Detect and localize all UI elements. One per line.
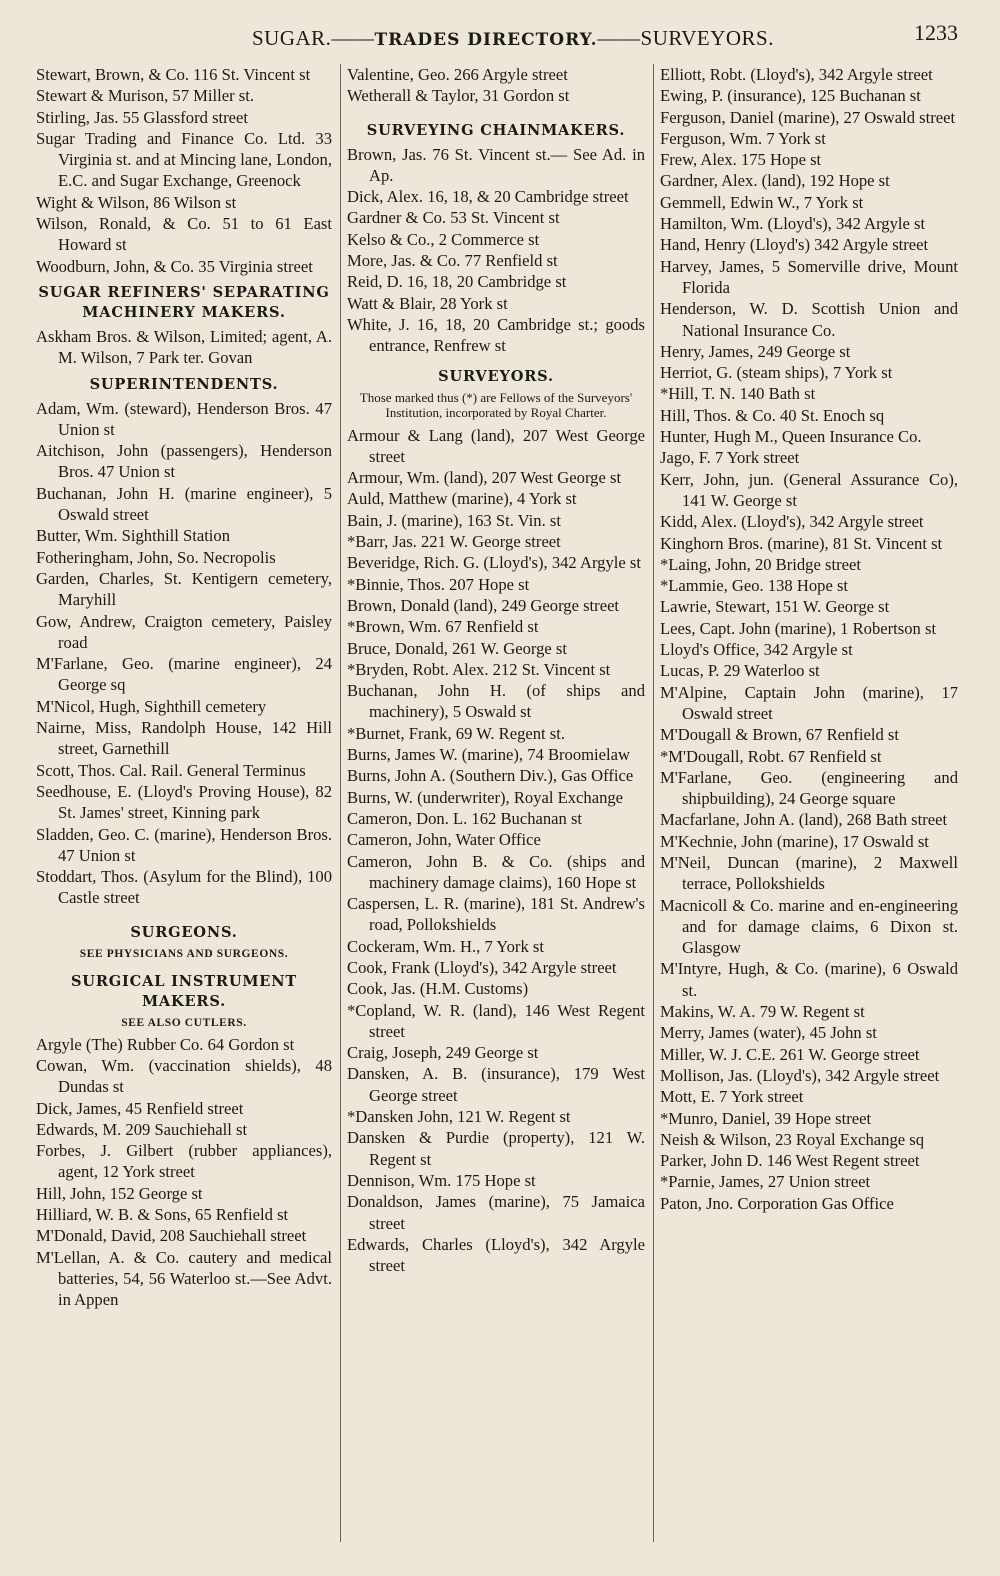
directory-entry: Butter, Wm. Sighthill Station [36, 526, 231, 546]
directory-entry: Macnicoll & Co. marine and en-engineering and for damage claims, 6 Dixon st. Glasgow [660, 895, 958, 958]
directory-entry: *Dansken John, 121 W. Regent st [347, 1107, 571, 1127]
directory-entry: Hamilton, Wm. (Lloyd's), 342 Argyle st [660, 214, 926, 234]
directory-entry: Lucas, P. 29 Waterloo st [660, 661, 820, 681]
directory-entry: Dick, Alex. 16, 18, & 20 Cambridge street [347, 187, 629, 207]
directory-entry: *Munro, Daniel, 39 Hope street [660, 1108, 872, 1128]
directory-entry: M'Neil, Duncan (marine), 2 Maxwell terrace, Pollokshields [660, 852, 958, 894]
directory-entry: M'Farlane, Geo. (marine engineer), 24 George sq [36, 654, 332, 695]
directory-entry: M'Intyre, Hugh, & Co. (marine), 6 Oswald st. [660, 959, 958, 1000]
directory-entry: M'Nicol, Hugh, Sighthill cemetery [36, 696, 267, 716]
directory-entry: *Parnie, James, 27 Union street [660, 1172, 871, 1192]
page-header [0, 20, 1000, 54]
directory-entry: Forbes, J. Gilbert (rubber appliances), agent, 12 York street [36, 1141, 332, 1182]
column-1 [36, 64, 332, 1311]
directory-entry: Bain, J. (marine), 163 St. Vin. st [347, 510, 561, 530]
directory-entry: Wilson, Ronald, & Co. 51 to 61 East Howard st [36, 214, 332, 255]
directory-entry: Henry, James, 249 George st [660, 341, 851, 361]
directory-entry: Burns, James W. (marine), 74 Broomielaw [347, 745, 630, 765]
directory-entry: M'Dougall & Brown, 67 Renfield st [660, 725, 899, 745]
refiners-entries [36, 326, 332, 369]
directory-entry: Kidd, Alex. (Lloyd's), 342 Argyle street [660, 512, 924, 532]
directory-entry: Brown, Donald (land), 249 George street [347, 595, 620, 615]
directory-entry: Burns, W. (underwriter), Royal Exchange [347, 787, 624, 807]
directory-entry: Gardner, Alex. (land), 192 Hope st [660, 171, 890, 191]
directory-entry: M'Farlane, Geo. (engineering and shipbuilding), 24 George square [660, 767, 958, 809]
directory-entry: M'Lellan, A. & Co. cautery and medical batteries, 54, 56 Waterloo st.—See Advt. in Appen [36, 1247, 332, 1310]
directory-entry: Nairne, Miss, Randolph House, 142 Hill street, Garnethill [36, 718, 332, 759]
directory-entry: Frew, Alex. 175 Hope st [660, 150, 822, 170]
section-heading-chainmakers: SURVEYING CHAINMAKERS. [366, 121, 626, 139]
surveyors-entries [347, 425, 645, 1277]
directory-entry: More, Jas. & Co. 77 Renfield st [347, 251, 558, 271]
column-divider [653, 64, 654, 1542]
header-center: TRADES DIRECTORY. [374, 30, 598, 50]
directory-entry: Fotheringham, John, So. Necropolis [36, 547, 276, 567]
sugar-entries [36, 64, 332, 277]
surveyors-note: Those marked thus (*) are Fellows of the Surveyors' Institution, incorporated by Royal Charter. [359, 389, 633, 420]
directory-entry: Aitchison, John (passengers), Henderson Bros. 47 Union st [36, 441, 332, 482]
column-2 [347, 64, 645, 1276]
directory-entry: Cook, Frank (Lloyd's), 342 Argyle street [347, 957, 617, 977]
directory-entry: Edwards, M. 209 Sauchiehall st [36, 1119, 248, 1139]
directory-entry: Stoddart, Thos. (Asylum for the Blind), 100 Castle street [36, 867, 332, 908]
directory-entry: Miller, W. J. C.E. 261 W. George street [660, 1044, 920, 1064]
section-heading-surgical-instruments: SURGICAL INSTRUMENT MAKERS. [70, 972, 298, 1010]
directory-entry: *Laing, John, 20 Bridge street [660, 554, 861, 574]
directory-entry: Lees, Capt. John (marine), 1 Robertson st [660, 618, 937, 638]
directory-entry: Henderson, W. D. Scottish Union and National Insurance Co. [660, 299, 958, 340]
chainmakers-entries [347, 144, 645, 357]
directory-entry: Caspersen, L. R. (marine), 181 St. Andrew's road, Pollokshields [347, 894, 645, 935]
directory-entry: Mott, E. 7 York street [660, 1087, 804, 1107]
directory-entry: Harvey, James, 5 Somerville drive, Mount Florida [660, 256, 958, 297]
column-3 [660, 64, 958, 1214]
directory-entry: Auld, Matthew (marine), 4 York st [347, 489, 577, 509]
directory-entry: Sugar Trading and Finance Co. Ltd. 33 Virginia st. and at Mincing lane, London, E.C. and Sugar Exchange, Greenock [36, 128, 332, 191]
directory-entry: Cockeram, Wm. H., 7 York st [347, 936, 544, 956]
directory-entry: *Brown, Wm. 67 Renfield st [347, 617, 539, 637]
directory-entry: Cameron, John B. & Co. (ships and machinery damage claims), 160 Hope st [347, 851, 645, 892]
directory-entry: Hill, Thos. & Co. 40 St. Enoch sq [660, 405, 885, 425]
directory-entry: Dick, James, 45 Renfield street [36, 1098, 244, 1118]
directory-entry: Parker, John D. 146 West Regent street [660, 1151, 920, 1171]
directory-entry: Jago, F. 7 York street [660, 448, 800, 468]
directory-entry: Askham Bros. & Wilson, Limited; agent, A. M. Wilson, 7 Park ter. Govan [36, 326, 332, 368]
continued-entries [347, 64, 645, 107]
directory-entry: Reid, D. 16, 18, 20 Cambridge st [347, 272, 567, 292]
directory-entry: *Hill, T. N. 140 Bath st [660, 384, 816, 404]
directory-entry: Makins, W. A. 79 W. Regent st [660, 1002, 865, 1022]
directory-entry: Ferguson, Daniel (marine), 27 Oswald street [660, 107, 956, 127]
directory-entry: Wight & Wilson, 86 Wilson st [36, 192, 237, 212]
column-divider [340, 64, 341, 1542]
directory-entry: Watt & Blair, 28 York st [347, 293, 508, 313]
directory-entry: Edwards, Charles (Lloyd's), 342 Argyle street [347, 1234, 645, 1276]
directory-entry: *Binnie, Thos. 207 Hope st [347, 574, 530, 594]
directory-entry: Ferguson, Wm. 7 York st [660, 128, 826, 148]
directory-entry: Mollison, Jas. (Lloyd's), 342 Argyle street [660, 1065, 940, 1085]
directory-entry: Macfarlane, John A. (land), 268 Bath street [660, 810, 948, 830]
directory-entry: Craig, Joseph, 249 George st [347, 1043, 539, 1063]
directory-entry: *M'Dougall, Robt. 67 Renfield st [660, 746, 882, 766]
directory-entry: Stewart, Brown, & Co. 116 St. Vincent st [36, 65, 311, 84]
directory-entry: Bruce, Donald, 261 W. George st [347, 638, 567, 658]
running-title [252, 26, 774, 51]
directory-entry: Cameron, Don. L. 162 Buchanan st [347, 808, 583, 828]
section-heading-sugar-refiners: SUGAR REFINERS' SEPARATING MACHINERY MAKERS. [38, 283, 330, 321]
directory-entry: M'Alpine, Captain John (marine), 17 Oswald street [660, 682, 958, 723]
directory-entry: Stirling, Jas. 55 Glassford street [36, 107, 249, 127]
header-left: SUGAR.—— [252, 26, 375, 50]
directory-entry: Adam, Wm. (steward), Henderson Bros. 47 Union st [36, 398, 332, 439]
directory-entry: Kinghorn Bros. (marine), 81 St. Vincent st [660, 533, 943, 553]
directory-entry: Dennison, Wm. 175 Hope st [347, 1170, 536, 1190]
directory-entry: Paton, Jno. Corporation Gas Office [660, 1193, 894, 1213]
directory-entry: Cook, Jas. (H.M. Customs) [347, 979, 529, 999]
directory-entry: Armour & Lang (land), 207 West George street [347, 425, 645, 466]
directory-entry: Hunter, Hugh M., Queen Insurance Co. [660, 427, 922, 447]
directory-entry: Buchanan, John H. (of ships and machinery), 5 Oswald st [347, 681, 645, 722]
directory-entry: Neish & Wilson, 23 Royal Exchange sq [660, 1129, 925, 1149]
directory-entry: Donaldson, James (marine), 75 Jamaica street [347, 1192, 645, 1233]
directory-entry: White, J. 16, 18, 20 Cambridge st.; goods entrance, Renfrew st [347, 314, 645, 356]
directory-entry: Gemmell, Edwin W., 7 York st [660, 192, 864, 212]
directory-entry: Hill, John, 152 George st [36, 1183, 203, 1203]
directory-entry: Beveridge, Rich. G. (Lloyd's), 342 Argyle st [347, 553, 641, 573]
directory-entry: Kelso & Co., 2 Commerce st [347, 229, 540, 249]
directory-entry: Merry, James (water), 45 John st [660, 1023, 877, 1043]
directory-entry: Buchanan, John H. (marine engineer), 5 Oswald street [36, 483, 332, 525]
directory-entry: Hand, Henry (Lloyd's) 342 Argyle street [660, 235, 929, 255]
directory-entry: *Burnet, Frank, 69 W. Regent st. [347, 723, 566, 743]
directory-entry: Stewart & Murison, 57 Miller st. [36, 86, 255, 106]
section-heading-surgeons: SURGEONS. [130, 923, 238, 941]
section-heading-surveyors: SURVEYORS. [438, 367, 554, 385]
directory-entry: Seedhouse, E. (Lloyd's Proving House), 82 St. James' street, Kinning park [36, 781, 332, 823]
directory-entry: Gow, Andrew, Craigton cemetery, Paisley road [36, 611, 332, 652]
directory-entry: Lloyd's Office, 342 Argyle st [660, 640, 853, 660]
directory-entry: Hilliard, W. B. & Sons, 65 Renfield st [36, 1205, 289, 1225]
section-heading-superintendents: SUPERINTENDENTS. [89, 375, 279, 393]
directory-entry: Cowan, Wm. (vaccination shields), 48 Dundas st [36, 1055, 332, 1097]
directory-entry: Valentine, Geo. 266 Argyle street [347, 65, 568, 84]
directory-entry: *Copland, W. R. (land), 146 West Regent street [347, 1000, 645, 1041]
cross-reference-surgeons: SEE PHYSICIANS AND SURGEONS. [79, 947, 289, 960]
directory-entry: Dansken & Purdie (property), 121 W. Regent st [347, 1128, 645, 1169]
directory-entry: M'Kechnie, John (marine), 17 Oswald st [660, 831, 929, 851]
directory-entry: Dansken, A. B. (insurance), 179 West George street [347, 1064, 645, 1105]
instrument-entries [36, 1034, 332, 1311]
directory-entry: *Bryden, Robt. Alex. 212 St. Vincent st [347, 659, 611, 679]
directory-entry: Cameron, John, Water Office [347, 830, 541, 850]
directory-entry: *Lammie, Geo. 138 Hope st [660, 576, 849, 596]
directory-entry: Sladden, Geo. C. (marine), Henderson Bros. 47 Union st [36, 824, 332, 865]
directory-entry: Garden, Charles, St. Kentigern cemetery, Maryhill [36, 568, 332, 610]
directory-entry: Burns, John A. (Southern Div.), Gas Office [347, 766, 634, 786]
cross-reference-cutlers: SEE ALSO CUTLERS. [121, 1016, 247, 1029]
directory-entry: Woodburn, John, & Co. 35 Virginia street [36, 256, 313, 276]
directory-entry: Brown, Jas. 76 St. Vincent st.— See Ad. in Ap. [347, 144, 645, 185]
directory-entry: Herriot, G. (steam ships), 7 York st [660, 363, 893, 383]
directory-entry: Armour, Wm. (land), 207 West George st [347, 468, 622, 488]
directory-entry: Wetherall & Taylor, 31 Gordon st [347, 86, 570, 106]
directory-entry: Scott, Thos. Cal. Rail. General Terminus [36, 760, 306, 780]
directory-entry: Gardner & Co. 53 St. Vincent st [347, 208, 560, 228]
header-right: ——SURVEYORS. [597, 26, 774, 50]
surveyors-entries-continued [660, 64, 958, 1214]
directory-entry: M'Donald, David, 208 Sauchiehall street [36, 1226, 307, 1246]
directory-entry: Ewing, P. (insurance), 125 Buchanan st [660, 86, 921, 106]
directory-entry: Argyle (The) Rubber Co. 64 Gordon st [36, 1034, 295, 1054]
directory-entry: *Barr, Jas. 221 W. George street [347, 532, 561, 552]
page-number: 1233 [914, 20, 958, 45]
superintendents-entries [36, 398, 332, 909]
directory-entry: Elliott, Robt. (Lloyd's), 342 Argyle street [660, 65, 933, 84]
directory-entry: Kerr, John, jun. (General Assurance Co), 141 W. George st [660, 469, 958, 510]
directory-entry: Lawrie, Stewart, 151 W. George st [660, 597, 890, 617]
